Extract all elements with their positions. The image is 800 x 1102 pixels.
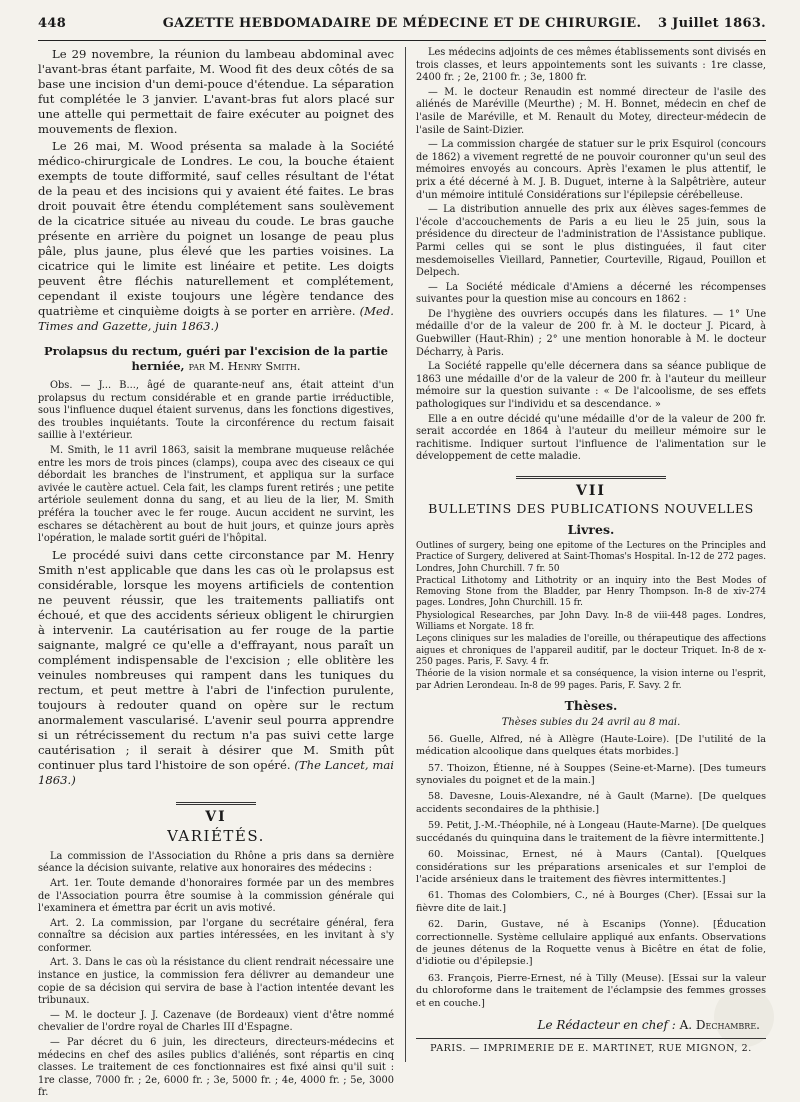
column-divider [405,47,406,1062]
page-number: 448 [38,16,67,31]
right-column [416,47,766,1054]
thesis-entry: 61. Thomas des Colombiers, C., né à Bourges (Cher). [Essai sur la fièvre dite de lait.] [416,890,766,914]
article-title [38,344,394,374]
thesis-entry: 57. Thoizon, Étienne, né à Souppes (Seine-et-Marne). [Des tumeurs synoviales du poignet et de la main.] [416,762,766,787]
paragraph: Art. 1er. Toute demande d'honoraires formée par un des membres de l'Association pourra être soumise à la commission générale qui l'examinera et émettra par écrit un avis motivé. [38,877,394,915]
thesis-entry: 63. François, Pierre-Ernest, né à Tilly (Meuse). [Essai sur la valeur du chloroforme dans le traitement de l'éclampsie des femmes grosses et en couche.] [416,972,766,1009]
section-number: VII [576,483,606,499]
thesis-entry: 62. Darin, Gustave, né à Escanips (Yonne). [Éducation correctionnelle. Système cellulaire appliqué aux enfants. Observations de jeunes détenus de la Roquette venus à Bicêtre en état de folie, d'idiotie ou d'épilepsie.] [416,919,766,968]
theses-heading: Thèses. [564,697,618,713]
theses-date: Thèses subies du 24 avril au 8 mai. [501,716,681,728]
thesis-entry: 58. Davesne, Louis-Alexandre, né à Gault (Marne). [De quelques accidents secondaires de la phthisie.] [416,791,766,815]
paragraph: Art. 2. La commission, par l'organe du secrétaire général, fera connaître sa décision aux parties intéressées, en les invitant à s'y conformer. [38,917,394,954]
news-block [416,47,766,464]
books-heading: Livres. [567,522,615,537]
paragraph [38,139,394,334]
imprint-rule [416,1038,766,1039]
paragraph: Art. 3. Dans le cas où la résistance du client rendrait nécessaire une instance en justice, la commission fera délivrer au demandeur une copie de sa décision qui servira de base à l'action intentée devant les tribunaux. [38,957,394,1007]
wood-case-continuation [38,47,394,334]
editor-label: Le Rédacteur en chef : [537,1017,676,1032]
paragraph: De l'hygiène des ouvriers occupés dans les filatures. — 1° Une médaille d'or de la valeur de 200 fr. à M. le docteur J. Picard, à Guebwiller (Haut-Rhin) ; 2° une mention honorable à M. le docteur Décharry, à Paris. [416,308,766,358]
paragraph: La commission de l'Association du Rhône a pris dans sa dernière séance la décision suivante, relative aux honoraires des médecins : [38,850,394,875]
observation-block [38,380,394,546]
book-entry: Physiological Researches, par John Davy. In-8 de viii-448 pages. Londres, Williams et Norgate. 18 fr. [416,610,766,633]
procedure: M. Smith, le 11 avril 1863, saisit la membrane muqueuse relâchée entre les mors de trois pinces (clamps), coupa avec des ciseaux ce qui débordait les branches de l'instrument, et appliqua sur la surface avivée le cautère actuel. Cela fait, les clamps furent retirés ; une petite artériole seulement donna du sang, et au lieu de la lier, M. Smith préféra la toucher avec le fer rouge. Aucun accident ne survint, les eschares se détachèrent au bout de huit jours, et quinze jours après l'opération, le malade sortit guéri de l'hôpital. [38,444,394,545]
left-column [38,47,394,1102]
paragraph: — Par décret du 6 juin, les directeurs, directeurs-médecins et médecins en chef des asiles publics d'aliénés, sont répartis en cinq classes. Le traitement de ces fonctionnaires est fixé ainsi qu'il suit : 1re classe, 7000 fr. ; 2e, 6000 fr. ; 3e, 5000 fr. ; 4e, 4000 fr. ; 5e, 3000 fr. [38,1037,394,1099]
issue-date: 3 Juillet 1863. [658,16,766,31]
paragraph-text: Le procédé suivi dans cette circonstance par M. Henry Smith n'est applicable que dans les cas où le prolapsus est considérable, lorsque les moyens artificiels de contention ne peuvent réussir, que les traitements palliatifs ont échoué, et que des accidents sérieux obligent le chirurgien à intervenir. La cautérisation au fer rouge de la partie saignante, malgré ce qu'elle a d'effrayant, nous paraît un complément indispensable de l'excision ; elle oblitère les veinules nombreuses qui rampent dans les tuniques du rectum, et peut mettre à l'abri de l'infection purulente, toujours à redouter quand on opère sur le rectum anormalement vascularisé. L'avenir seul pourra apprendre si un rétrécissement du rectum n'a pas suivi cette large cautérisation ; il serait à désirer que M. Smith pût continuer plus tard l'histoire de son opéré. [38,547,394,772]
paragraph: — M. le docteur Renaudin est nommé directeur de l'asile des aliénés de Maréville (Meurthe) ; M. H. Bonnet, médecin en chef de l'asile de Maréville, et M. Renault du Motey, directeur-médecin de l'asile de Saint-Dizier. [416,86,766,136]
paragraph: Le 29 novembre, la réunion du lambeau abdominal avec l'avant-bras étant parfaite, M. Wood fit des deux côtés de sa base une incision d'un demi-pouce d'étendue. La séparation fut complétée le 3 janvier. L'avant-bras fut alors placé sur une attelle qui permettait de faire exécuter au poignet des mouvements de flexion. [38,47,394,136]
editor-name: A. Dechambre. [679,1017,760,1032]
citation: (The Lancet, mai 1863.) [38,757,394,787]
book-entry: Théorie de la vision normale et sa conséquence, la vision interne ou l'esprit, par Adrien Lerondeau. In-8 de 99 pages. Paris, F. Savy. 2 fr. [416,669,766,691]
section-name: VARIÉTÉS. [167,826,265,845]
theses-list [416,734,766,1010]
journal-title: GAZETTE HEBDOMADAIRE DE MÉDECINE ET DE CHIRURGIE. [162,16,642,31]
paragraph: — La commission chargée de statuer sur le prix Esquirol (concours de 1862) a vivement regretté de ne pouvoir couronner qu'un seul des mémoires envoyés au concours. Après l'examen le plus attentif, le prix a été décerné à M. J. B. Duguet, interne à la Salpêtrière, auteur d'un mémoire intitulé Considérations sur l'épilepsie cérébelleuse. [416,139,766,201]
section-separator [176,802,256,805]
book-entry: Outlines of surgery, being one epitome of the Lectures on the Principles and Practice of Surgery, delivered at Saint-Thomas's Hospital. In-12 de 272 pages. Londres, John Churchill. 7 fr. 50 [416,541,766,574]
page-header [38,14,766,36]
thesis-entry: 60. Moissinac, Ernest, né à Maurs (Cantal). [Quelques considérations sur les préparations arsenicales et sur l'emploi de l'acide arsénieux dans le traitement des fièvres intermittentes.] [416,849,766,885]
paragraph: Les médecins adjoints de ces mêmes établissements sont divisés en trois classes, et leurs appointements sont les suivants : 1re classe, 2400 fr. ; 2e, 2100 fr. ; 3e, 1800 fr. [416,47,766,84]
header-rule [38,40,766,41]
paragraph: La Société rappelle qu'elle décernera dans sa séance publique de 1863 une médaille d'or de la valeur de 200 fr. à l'auteur du meilleur mémoire sur la question suivante : « De l'alcoolisme, de ses effets pathologiques sur l'individu et sa descendance. » [416,361,766,411]
paragraph [38,548,394,788]
book-entry: Leçons cliniques sur les maladies de l'oreille, ou thérapeutique des affections aigues et chroniques de l'appareil auditif, par le docteur Triquet. In-8 de x-250 pages. Paris, F. Savy. 4 fr. [416,634,766,667]
book-entry: Practical Lithotomy and Lithotrity or an inquiry into the Best Modes of Removing Stone from the Bladder, par Henry Thompson. In-8 de xiv-274 pages. Londres, John Churchill. 15 fr. [416,575,766,609]
paragraph: — La Société médicale d'Amiens a décerné les récompenses suivantes pour la question mise au concours en 1862 : [416,281,766,306]
section-separator [516,476,666,479]
thesis-entry: 56. Guelle, Alfred, né à Allègre (Haute-Loire). [De l'utilité de la médication alcoolique dans quelques états morbides.] [416,733,766,758]
observation: Obs. — J... B..., âgé de quarante-neuf ans, était atteint d'un prolapsus du rectum considérable et en grande partie irréductible, sous l'influence duquel étaient survenus, dans les fonctions digestives, des troubles inquiétants. Toute la circonférence du rectum faisait saillie à l'extérieur. [38,380,394,442]
article-author: par M. Henry Smith. [188,359,301,373]
commentary-block [38,548,394,788]
thesis-entry: 59. Petit, J.-M.-Théophile, né à Longeau (Haute-Marne). [De quelques succédanés du quinquina dans le traitement de la fièvre intermittente.] [416,820,766,844]
bulletin-title: BULLETINS DES PUBLICATIONS NOUVELLES [428,501,754,516]
paragraph: Elle a en outre décidé qu'une médaille d'or de la valeur de 200 fr. serait accordée en 1864 à l'auteur du meilleur mémoire sur le rachitisme. Indiquer surtout l'influence de l'alimentation sur le développement de cette maladie. [416,413,766,463]
varietes-block [38,851,394,1100]
printer-imprint: PARIS. — IMPRIMERIE DE E. MARTINET, RUE MIGNON, 2. [430,1042,752,1054]
paragraph-text: Le 26 mai, M. Wood présenta sa malade à la Société médico-chirurgicale de Londres. Le cou, la bouche étaient exempts de toute difformité, sauf celles résultant de l'état de la peau et des incisions qui y avaient été faites. Le bras droit pouvait être étendu complétement sans soulèvement de la cicatrice située au niveau du coude. Le bras gauche présente en arrière du poignet un losange de peau plus pâle, plus jaune, plus élevé que les parties voisines. La cicatrice qui le limite est linéaire et petite. Les doigts peuvent être fléchis naturellement et complétement, cependant il existe toujours une légère tendance des quatrième et cinquième doigts à se porter en arrière. [38,139,394,318]
citation: (Med. Times and Gazette, juin 1863.) [38,304,394,333]
paragraph: — M. le docteur J. J. Cazenave (de Bordeaux) vient d'être nommé chevalier de l'ordre royal de Charles III d'Espagne. [38,1009,394,1034]
article-title-text: Prolapsus du rectum, guéri par l'excision de la partie herniée, [44,344,388,373]
books-list [416,541,766,692]
paragraph: — La distribution annuelle des prix aux élèves sages-femmes de l'école d'accouchements de Paris a eu lieu le 25 juin, sous la présidence du directeur de l'administration de l'Assistance publique. Parmi celles qui se sont le plus distinguées, il faut citer mesdemoiselles Vieillard, Pannetier, Courteville, Rigaud, Pouillon et Delpech. [416,204,766,279]
paper-stain [714,987,774,1047]
section-number: VI [205,808,227,825]
two-column-body [38,47,766,1099]
